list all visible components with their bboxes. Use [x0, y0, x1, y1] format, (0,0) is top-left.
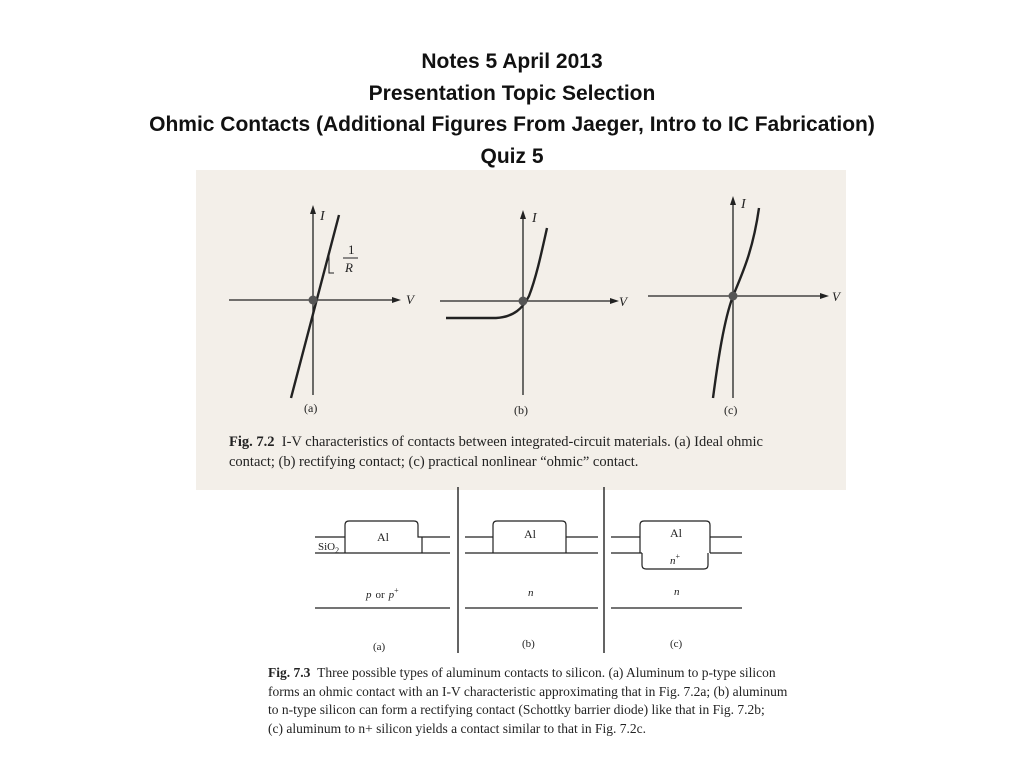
- figure-7-2-scan: [196, 170, 846, 490]
- graph-b: [440, 210, 629, 417]
- graph-b-panel-label: (b): [514, 403, 528, 417]
- slide-title-quiz: Quiz 5: [480, 145, 544, 168]
- contact-a: [315, 521, 450, 653]
- slide-title-ohmic: Ohmic Contacts (Additional Figures From Jaeger, Intro to IC Fabrication): [149, 113, 875, 136]
- figure-7-3-diagram: [310, 485, 760, 660]
- contact-c-substrate-label: n: [674, 586, 680, 598]
- figure-7-3-caption-line4: (c) aluminum to n+ silicon yields a contact similar to that in Fig. 7.2c.: [268, 720, 647, 736]
- slope-numerator: 1: [348, 242, 355, 257]
- graph-c-v-label: V: [832, 289, 840, 304]
- contact-c-al-label: Al: [670, 526, 682, 540]
- graph-b-v-label: V: [619, 294, 627, 309]
- slide-title-topic: Presentation Topic Selection: [368, 82, 656, 105]
- graph-a-i-label: I: [320, 209, 325, 224]
- contact-c: [611, 521, 742, 650]
- contact-b-substrate-label: n: [528, 587, 534, 599]
- contact-c-panel-label: (c): [670, 638, 683, 650]
- figure-7-3-caption-line3: to n-type silicon can form a rectifying contact (Schottky barrier diode) like that in Fig. 7.2b;: [268, 702, 765, 717]
- figure-7-2-caption: [229, 432, 849, 472]
- contact-b: [465, 521, 598, 650]
- figure-7-2-caption-line1: I-V characteristics of contacts between integrated-circuit materials. (a) Ideal ohmic: [281, 434, 763, 450]
- contact-b-al-label: Al: [524, 527, 536, 541]
- slope-denominator: R: [345, 260, 353, 275]
- graph-c: [648, 196, 842, 417]
- figure-7-2-caption-line2: contact; (b) rectifying contact; (c) practical nonlinear “ohmic” contact.: [229, 454, 639, 470]
- figure-7-3-caption-line2: forms an ohmic contact with an I-V characteristic approximating that in Fig. 7.2a; (b) aluminum: [268, 683, 788, 699]
- graph-a-v-label: V: [406, 292, 414, 307]
- graph-a: [229, 205, 416, 415]
- contact-a-al-label: Al: [377, 530, 389, 544]
- contact-a-substrate-label: p or p+: [366, 586, 399, 601]
- graph-b-i-label: I: [532, 211, 537, 226]
- figure-7-3-caption: [268, 664, 828, 738]
- graph-a-panel-label: (a): [304, 401, 318, 415]
- figure-7-2-caption-label: Fig. 7.2: [229, 434, 275, 450]
- slide-title-date: Notes 5 April 2013: [421, 50, 603, 73]
- nplus-label: n+: [670, 552, 681, 567]
- graph-c-panel-label: (c): [724, 403, 738, 417]
- figure-7-3-caption-line1: Three possible types of aluminum contacts to silicon. (a) Aluminum to p-type silicon: [317, 665, 776, 680]
- figure-7-3-caption-label: Fig. 7.3: [268, 665, 311, 680]
- contact-a-panel-label: (a): [373, 641, 386, 653]
- graph-c-i-label: I: [741, 197, 746, 212]
- contact-b-panel-label: (b): [522, 638, 535, 650]
- sio2-label: SiO$_2$: [318, 541, 340, 555]
